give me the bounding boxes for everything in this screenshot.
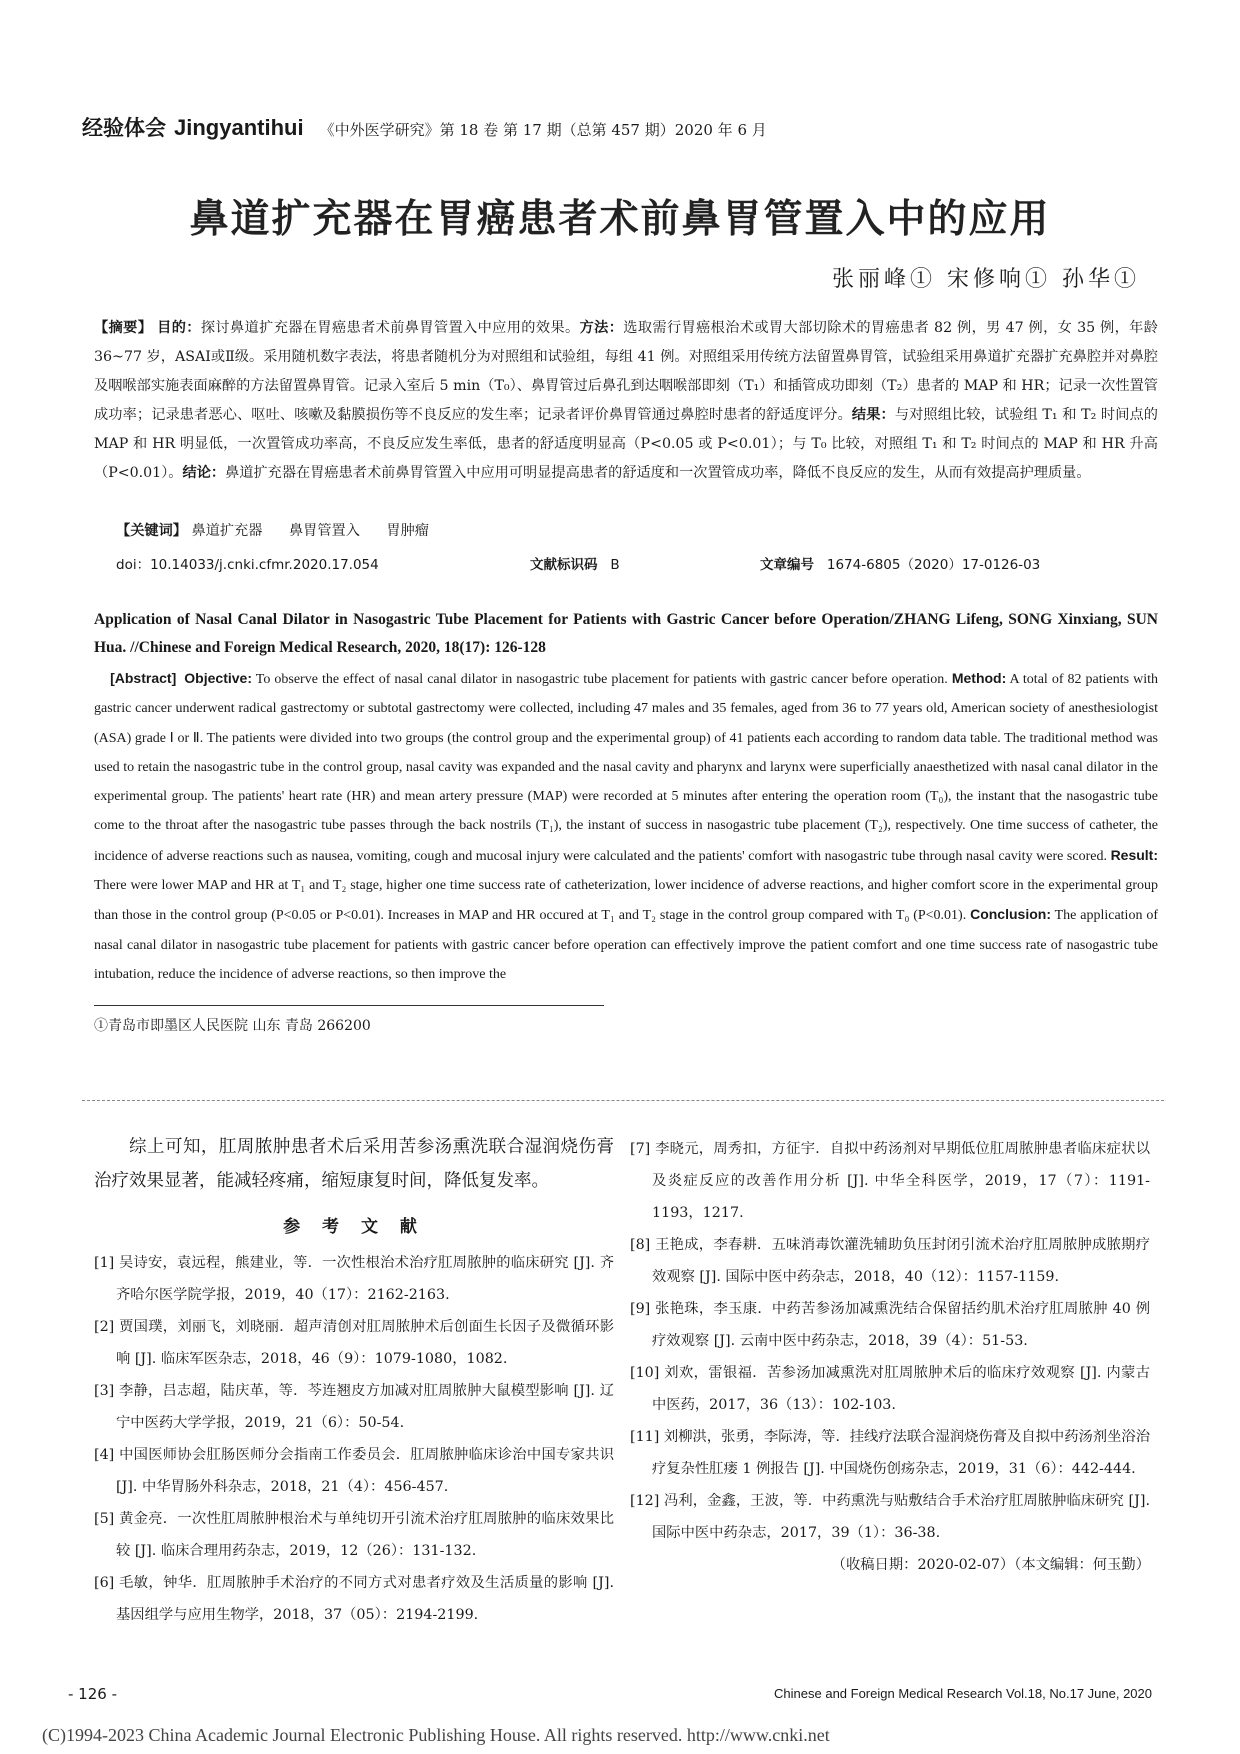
en-method-text: A total of 82 patients with gastric cancer underwent radical gastrectomy or subtotal gastrectomy were collected, including 47 males and 35 females, aged from 36 to 77 years old, American society of anesthesiologist (ASA) grade Ⅰ or Ⅱ. The patients were divided into two groups (the control group and the experimental group) of 41 patients each according to random data table. The traditional method was used to retain the nasogastric tube in the control group, nasal cavity was expanded and the nasal cavity and pharynx and larynx were superficially anaesthetized with nasal canal dilator in the experimental group. The patients' heart rate (HR) and mean artery pressure (MAP) were recorded at 5 minutes after entering the operation room (T₀), the instant that the nasogastric tube come to the throat after the nasogastric tube passes through the back nostrils (T₁), the instant of success in nasogastric tube placement (T₂), respectively. One time success of catheter, the incidence of adverse reactions such as nausea, vomiting, cough and mucosal injury were calculated and the patients' comfort with nasogastric tube through nasal cavity were scored. — [94, 672, 1159, 864]
en-objective-text: To observe the effect of nasal canal dilator in nasogastric tube placement for patients with gastric cancer before operation. — [255, 672, 948, 687]
keyword-item: 鼻道扩充器 — [191, 523, 263, 539]
method-label: 方法： — [579, 320, 624, 336]
method-text: 选取需行胃癌根治术或胃大部切除术的胃癌患者 82 例，男 47 例，女 35 例，年龄 36~77 岁，ASAⅠ或Ⅱ级。采用随机数字表法，将患者随机分为对照组和试验组，每组 41 例。对照组采用传统方法留置鼻胃管，试验组采用鼻道扩充器扩充鼻腔并对鼻腔及咽喉部实施表面麻醉的方法留置鼻胃管。记录入室后 5 min（T₀）、鼻胃管过后鼻孔到达咽喉部即刻（T₁）和插管成功即刻（T₂）患者的 MAP 和 HR；记录一次性置管成功率；记录患者恶心、呕吐、咳嗽及黏膜损伤等不良反应的发生率；记录者评价鼻胃管通过鼻腔时患者的舒适度评分。 — [94, 320, 1158, 423]
article-number-value: 1674-6805（2020）17-0126-03 — [826, 557, 1041, 573]
reference-item: [5] 黄金亮．一次性肛周脓肿根治术与单纯切开引流术治疗肛周脓肿的临床效果比较 [J]. 临床合理用药杂志，2019，12（26）：131-132. — [94, 1511, 614, 1559]
column-name-en: Jingyantihui — [174, 115, 304, 140]
reference-item: [10] 刘欢，雷银福．苦参汤加减熏洗对肛周脓肿术后的临床疗效观察 [J]. 内蒙古中医药，2017，36（13）：102-103. — [630, 1365, 1150, 1413]
abstract-cn — [94, 314, 1158, 488]
en-conclusion-label: Conclusion: — [970, 906, 1051, 923]
reference-item: [2] 贾国璞，刘丽飞，刘晓丽．超声清创对肛周脓肿术后创面生长因子及微循环影响 [J]. 临床军医杂志，2018，46（9）：1079-1080，1082. — [94, 1319, 614, 1367]
running-header — [82, 112, 1162, 142]
section-divider — [82, 1100, 1164, 1101]
en-method-label: Method: — [951, 670, 1007, 686]
reference-item: [3] 李静，吕志超，陆庆革，等．芩连翘皮方加减对肛周脓肿大鼠模型影响 [J]. 辽宁中医药大学学报，2019，21（6）：50-54. — [94, 1383, 614, 1431]
reference-item: [1] 吴诗安，袁远程，熊建业，等．一次性根治术治疗肛周脓肿的临床研究 [J]. 齐齐哈尔医学院学报，2019，40（17）：2162-2163. — [94, 1255, 614, 1303]
result-label: 结果： — [851, 407, 895, 423]
objective-label: 目的： — [157, 320, 201, 336]
en-conclusion-text: The application of nasal canal dilator in nasogastric tube placement for patients with gastric cancer before operation can effectively improve the patient comfort and one time success rate of nasogastric tube intubation, reduce the incidence of adverse reactions, so then improve the — [94, 908, 1158, 982]
article-title: 鼻道扩充器在胃癌患者术前鼻胃管置入中的应用 — [189, 197, 1051, 242]
doc-code — [530, 553, 620, 573]
reference-item: [6] 毛敏，钟华．肛周脓肿手术治疗的不同方式对患者疗效及生活质量的影响 [J]. 基因组学与应用生物学，2018，37（05）：2194-2199. — [94, 1575, 614, 1623]
objective-text: 探讨鼻道扩充器在胃癌患者术前鼻胃管置入中应用的效果。 — [200, 320, 580, 336]
footer-journal: Chinese and Foreign Medical Research Vol.18, No.17 June, 2020 — [774, 1686, 1152, 1701]
column-name-cn: 经验体会 — [82, 116, 166, 140]
result-text: 与对照组比较，试验组 T₁ 和 T₂ 时间点的 MAP 和 HR 明显低，一次置管成功率高，不良反应发生率低，患者的舒适度明显高（P<0.05 或 P<0.01）；与 T₀ 比较，对照组 T₁ 和 T₂ 时间点的 MAP 和 HR 升高（P<0.01）。 — [94, 407, 1158, 481]
reference-item: [4] 中国医师协会肛肠医师分会指南工作委员会．肛周脓肿临床诊治中国专家共识 [J]. 中华胃肠外科杂志，2018，21（4）：456-457. — [94, 1447, 614, 1495]
doc-code-label: 文献标识码 — [530, 557, 598, 573]
left-column — [94, 1130, 614, 1631]
article-number — [760, 553, 1040, 573]
en-abstract-label: [Abstract] — [110, 670, 177, 686]
reference-item: [12] 冯利，金鑫，王波，等．中药熏洗与贴敷结合手术治疗肛周脓肿临床研究 [J]. 国际中医中药杂志，2017，39（1）：36-38. — [630, 1493, 1150, 1541]
article-number-label: 文章编号 — [760, 557, 814, 573]
received-date: （收稿日期：2020-02-07）（本文编辑：何玉勤） — [831, 1557, 1150, 1573]
doi: doi：10.14033/j.cnki.cfmr.2020.17.054 — [116, 557, 379, 573]
reference-item: [7] 李晓元，周秀扣，方征宇．自拟中药汤剂对早期低位肛周脓肿患者临床症状以及炎症反应的改善作用分析 [J]. 中华全科医学，2019，17（7）：1191-1193，1217. — [630, 1141, 1150, 1221]
abstract-label: 【摘要】 — [94, 320, 153, 336]
right-column — [630, 1133, 1150, 1581]
copyright-notice: (C)1994-2023 China Academic Journal Electronic Publishing House. All rights reserved. http://www.cnki.net — [42, 1725, 830, 1745]
en-objective-label: Objective: — [184, 670, 252, 686]
conclusion-text: 鼻道扩充器在胃癌患者术前鼻胃管置入中应用可明显提高患者的舒适度和一次置管成功率，降低不良反应的发生，从而有效提高护理质量。 — [225, 465, 1091, 481]
keywords-label: 【关键词】 — [116, 523, 187, 539]
keyword-item: 胃肿瘤 — [386, 523, 429, 539]
footnote-rule — [94, 1005, 604, 1006]
reference-item: [9] 张艳珠，李玉康．中药苦参汤加减熏洗结合保留括约肌术治疗肛周脓肿 40 例疗效观察 [J]. 云南中医中药杂志，2018，39（4）：51-53. — [630, 1301, 1150, 1349]
keyword-item: 鼻胃管置入 — [288, 523, 360, 539]
abstract-en — [94, 664, 1158, 989]
conclusion-paragraph: 综上可知，肛周脓肿患者术后采用苦参汤熏洗联合湿润烧伤膏治疗效果显著，能减轻疼痛，缩短康复时间，降低复发率。 — [94, 1137, 614, 1191]
reference-item: [8] 王艳成，李春耕．五味消毒饮灌洗辅助负压封闭引流术治疗肛周脓肿成脓期疗效观察 [J]. 国际中医中药杂志，2018，40（12）：1157-1159. — [630, 1237, 1150, 1285]
conclusion-label: 结论： — [182, 465, 226, 481]
reference-item: [11] 刘柳洪，张勇，李际涛，等．挂线疗法联合湿润烧伤膏及自拟中药汤剂坐浴治疗复杂性肛瘘 1 例报告 [J]. 中国烧伤创疡杂志，2019，31（6）：442-444. — [630, 1429, 1150, 1477]
en-result-label: Result: — [1110, 846, 1159, 863]
authors: 张丽峰① 宋修响① 孙华① — [832, 267, 1140, 292]
english-title: Application of Nasal Canal Dilator in Nasogastric Tube Placement for Patients with Gastric Cancer before Operation/ZHANG Lifeng, SONG Xinxiang, SUN Hua. //Chinese and Foreign Medical Research, 2020, 18(17): 126-128 — [94, 611, 1158, 656]
en-result-text: There were lower MAP and HR at T₁ and T₂ stage, higher one time success rate of catheterization, lower incidence of adverse reactions, and higher comfort score in the experimental group than those in the control group (P<0.05 or P<0.01). Increases in MAP and HR occured at T₁ and T₂ stage in the control group compared with T₀ (P<0.01). — [94, 878, 1158, 924]
references-heading: 参 考 文 献 — [283, 1217, 425, 1237]
keywords — [116, 520, 451, 540]
doc-code-value: B — [610, 557, 620, 573]
journal-info: 《中外医学研究》第 18 卷 第 17 期（总第 457 期）2020 年 6 月 — [319, 121, 767, 139]
footnote: ①青岛市即墨区人民医院 山东 青岛 266200 — [94, 1018, 371, 1034]
page-number: - 126 - — [68, 1685, 117, 1703]
